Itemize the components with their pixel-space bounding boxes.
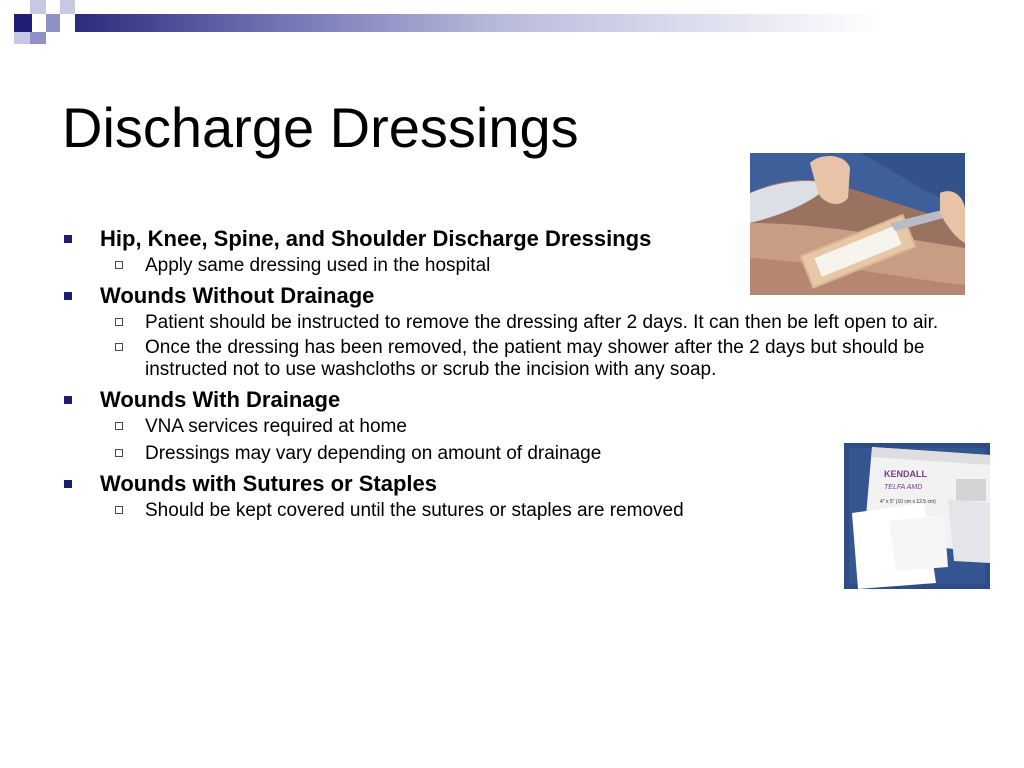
sub-bullet-text: Should be kept covered until the sutures or staples are removed	[145, 500, 684, 521]
sub-bullet-item	[145, 312, 945, 334]
hollow-square-bullet-icon	[115, 422, 123, 430]
surgical-dressing-photo	[750, 153, 965, 295]
sub-bullet-text: VNA services required at home	[145, 416, 407, 437]
header-gradient-bar	[75, 14, 1024, 32]
bullet-text: Wounds With Drainage	[100, 387, 341, 412]
bullet-text: Wounds Without Drainage	[100, 283, 375, 308]
package-product-text: TELFA AMD	[884, 484, 923, 491]
deco-square	[14, 32, 30, 44]
bullet-item	[62, 471, 962, 497]
square-bullet-icon	[64, 396, 72, 404]
sub-bullet-text: Once the dressing has been removed, the patient may shower after the 2 days but should be instructed not to use washcloths or scrub the incision with any soap.	[145, 337, 925, 380]
deco-square	[60, 0, 75, 14]
package-size-text: 4" x 5" (10 cm x 12.5 cm)	[880, 499, 936, 505]
deco-square	[30, 0, 46, 14]
sub-bullet-text: Apply same dressing used in the hospital	[145, 255, 491, 276]
square-bullet-icon	[64, 480, 72, 488]
bullet-text: Hip, Knee, Spine, and Shoulder Discharge Dressings	[100, 226, 652, 251]
square-bullet-icon	[64, 235, 72, 243]
hollow-square-bullet-icon	[115, 343, 123, 351]
sub-bullet-text: Dressings may vary depending on amount of drainage	[145, 443, 602, 464]
hollow-square-bullet-icon	[115, 449, 123, 457]
deco-square	[14, 14, 32, 32]
hollow-square-bullet-icon	[115, 318, 123, 326]
header-decoration	[0, 0, 1024, 44]
hollow-square-bullet-icon	[115, 506, 123, 514]
gauze-pad-package-photo	[844, 443, 990, 589]
package-brand-text: KENDALL	[884, 469, 927, 479]
sub-bullet-text: Patient should be instructed to remove the dressing after 2 days. It can then be left open to air.	[145, 312, 939, 333]
sub-bullet-item	[145, 337, 945, 381]
hollow-square-bullet-icon	[115, 261, 123, 269]
sub-bullet-item	[145, 443, 962, 465]
square-bullet-icon	[64, 292, 72, 300]
bullet-text: Wounds with Sutures or Staples	[100, 471, 437, 496]
slide-title: Discharge Dressings	[62, 96, 579, 159]
bullet-item	[62, 387, 962, 413]
sub-bullet-item	[145, 500, 962, 522]
deco-square	[46, 14, 60, 32]
deco-square	[30, 32, 46, 44]
sub-bullet-item	[145, 416, 962, 438]
